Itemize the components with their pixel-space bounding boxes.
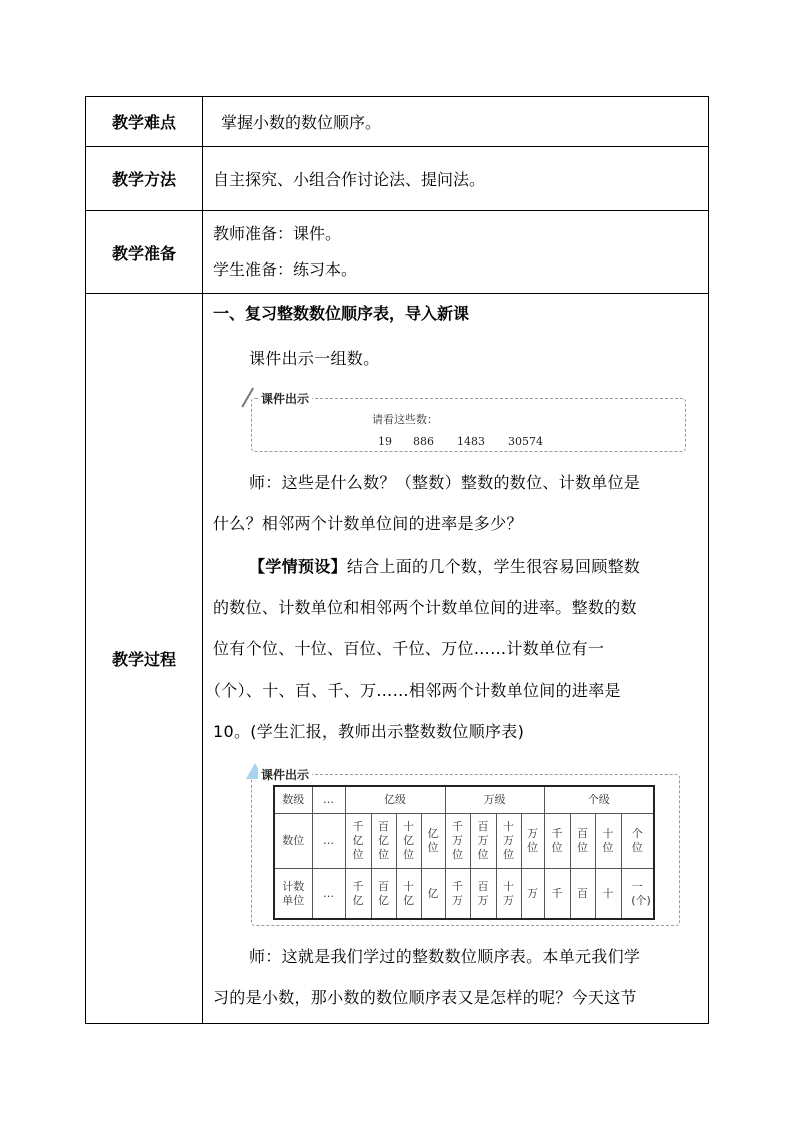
unit-cell: 十 [602,886,614,900]
ellipsis-cell: … [312,786,345,814]
display-tag: 课件出示 [258,766,312,783]
place-row [274,814,654,869]
unit-cell: 百亿 [378,879,389,907]
process-heading: 一、复习整数数位顺序表，导入新课 [213,304,470,323]
row-method [86,147,709,211]
place-cell: 十位 [602,827,614,854]
place-row-label: 数位 [274,814,312,869]
ellipsis-cell: … [312,814,345,869]
place-value-table [273,785,655,920]
teacher-end-2: 习的是小数，那小数的数位顺序表又是怎样的呢？今天这节 [213,988,637,1007]
label-process: 教学过程 [86,294,203,1024]
display-tag: 课件出示 [258,390,312,407]
preset-line-4: （个）、十、百、千、万……相邻两个计数单位间的进率是 [205,681,621,700]
lesson-plan-table [85,96,709,1024]
place-cell: 十万位 [503,820,514,861]
display-prompt: 请看这些数： [372,413,438,426]
unit-cell: 千亿 [352,879,364,907]
unit-cell: 千万 [452,879,463,907]
unit-row [274,869,654,920]
display-box-numbers [251,392,686,452]
preset-text: 结合上面的几个数，学生很容易回顾整数 [346,557,641,576]
place-cell: 千位 [551,827,563,854]
level-ge: 个级 [544,786,654,814]
row-difficulty [86,97,709,147]
unit-cell: 十亿 [403,879,414,907]
preset-line-2: 的数位、计数单位和相邻两个计数单位间的进率。整数的数 [213,598,637,617]
prep-student: 学生准备：练习本。 [213,260,358,279]
place-cell: 百位 [577,827,588,854]
number-item: 1483 [457,435,485,448]
level-yi: 亿级 [345,786,445,814]
preset-line-3: 位有个位、十位、百位、千位、万位……计数单位有一 [213,639,605,658]
content-difficulty: 掌握小数的数位顺序。 [221,113,382,132]
unit-cell: 百万 [477,879,489,907]
ellipsis-cell: … [312,869,345,920]
level-header: 数级 [274,786,312,814]
unit-cell: 百 [577,886,588,900]
place-cell: 万位 [527,827,538,854]
teacher-end-1: 师：这就是我们学过的整数数位顺序表。本单元我们学 [249,947,641,966]
place-cell: 十亿位 [403,820,414,861]
row-preparation [86,211,709,294]
label-method: 教学方法 [86,147,203,211]
level-row [274,786,654,814]
label-difficulty: 教学难点 [86,97,203,147]
display-box-place-value [251,768,680,926]
unit-row-label: 计数单位 [282,879,305,907]
number-item: 30574 [508,435,543,448]
unit-cell: 千 [551,886,563,900]
number-item: 886 [413,435,434,448]
content-method: 自主探究、小组合作讨论法、提问法。 [203,147,709,211]
preset-line-5: 10。(学生汇报，教师出示整数数位顺序表) [213,722,525,741]
place-cell: 个位 [631,827,643,854]
preset-line-1 [249,554,640,577]
place-cell: 百万位 [477,820,489,861]
unit-cell: 万 [527,886,538,900]
place-cell: 百亿位 [378,820,389,861]
place-cell: 千亿位 [352,820,364,861]
label-preparation: 教学准备 [86,211,203,294]
place-cell: 亿位 [427,827,439,854]
place-cell: 千万位 [452,820,463,861]
unit-cell: 亿 [427,886,439,900]
unit-cell: 一(个) [631,879,651,907]
number-item: 19 [378,435,392,448]
level-wan: 万级 [445,786,544,814]
teacher-question-1: 师：这些是什么数？（整数）整数的数位、计数单位是 [249,473,641,492]
process-content [203,294,708,1023]
process-intro: 课件出示一组数。 [249,349,380,368]
teacher-question-2: 什么？相邻两个计数单位间的进率是多少？ [213,514,523,533]
preset-label: 【学情预设】 [249,557,347,576]
unit-cell: 十万 [503,879,514,907]
prep-teacher: 教师准备：课件。 [213,224,342,243]
row-process [86,294,709,1024]
